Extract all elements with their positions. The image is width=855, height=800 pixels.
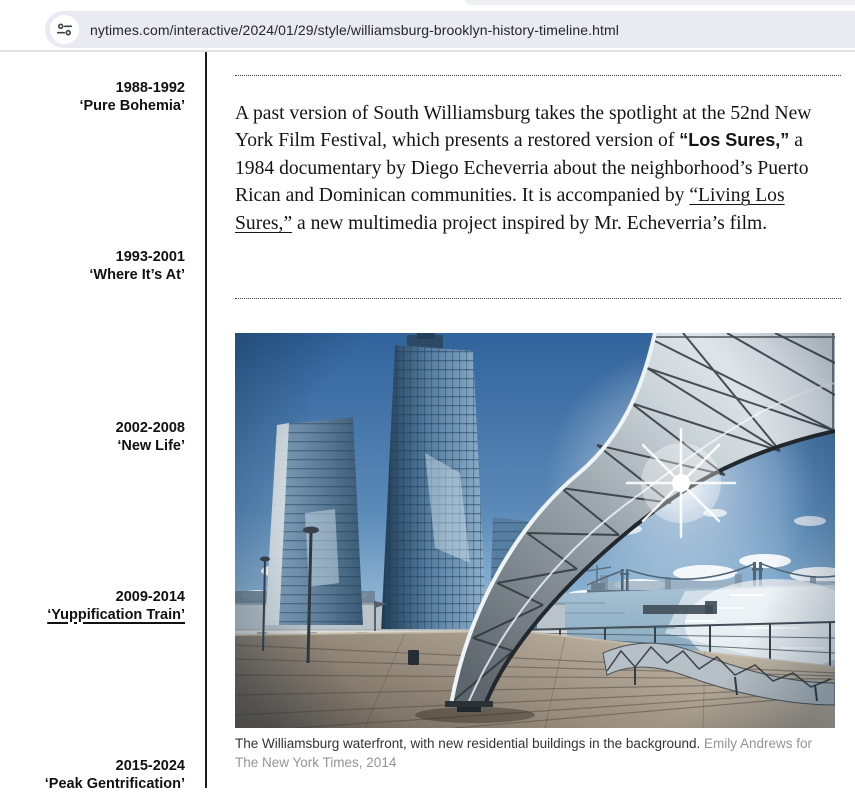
timeline-label: ‘Where It’s At’ xyxy=(89,266,185,283)
dotted-divider-mid xyxy=(235,298,841,299)
timeline-axis-line xyxy=(205,52,207,788)
timeline-item-2002-2008[interactable] xyxy=(0,420,185,455)
timeline-years: 1993-2001 xyxy=(115,249,185,265)
paragraph-text: a new multimedia project inspired by Mr. Echeverria’s film. xyxy=(292,212,768,234)
waterfront-photo xyxy=(235,333,835,728)
timeline-years: 2002-2008 xyxy=(115,420,185,436)
tab-strip-remnant xyxy=(465,0,855,5)
paragraph-text: A past version of South Williamsburg takes the spotlight at the 52nd New York Film Festival, which presents a restored version of xyxy=(235,103,812,152)
photo-caption xyxy=(235,734,835,772)
timeline-item-2009-2014[interactable] xyxy=(0,589,185,624)
timeline-label: ‘New Life’ xyxy=(117,437,185,454)
caption-text: The Williamsburg waterfront, with new residential buildings in the background. xyxy=(235,736,701,751)
timeline-item-1988-1992[interactable] xyxy=(0,80,185,115)
caption-credit: Emily Andrews for The New York Times, 2014 xyxy=(235,736,813,770)
url-text: nytimes.com/interactive/2024/01/29/style/williamsburg-brooklyn-history-timeline.html xyxy=(90,21,619,38)
article-paragraph xyxy=(235,100,839,237)
timeline-years: 2009-2014 xyxy=(115,589,185,605)
timeline-item-2015-2024[interactable] xyxy=(0,758,185,793)
timeline-item-1993-2001[interactable] xyxy=(0,249,185,284)
timeline-label: ‘Peak Gentrification’ xyxy=(44,775,185,792)
los-sures-bold-text: “Los Sures,” xyxy=(679,130,790,151)
timeline-years: 2015-2024 xyxy=(115,758,185,774)
dotted-divider-top xyxy=(235,75,841,76)
timeline-years: 1988-1992 xyxy=(115,80,185,96)
paragraph-text: a 1984 documentary by Diego Echeverria about the neighborhood’s Puerto Rican and Dominican communities. It is accompanied by xyxy=(235,130,809,207)
timeline-label: ‘Pure Bohemia’ xyxy=(79,97,185,114)
timeline-nav xyxy=(0,0,185,800)
timeline-label: ‘Yuppification Train’ xyxy=(47,606,185,623)
living-los-sures-link[interactable]: “Living Los Sures,” xyxy=(235,185,785,234)
